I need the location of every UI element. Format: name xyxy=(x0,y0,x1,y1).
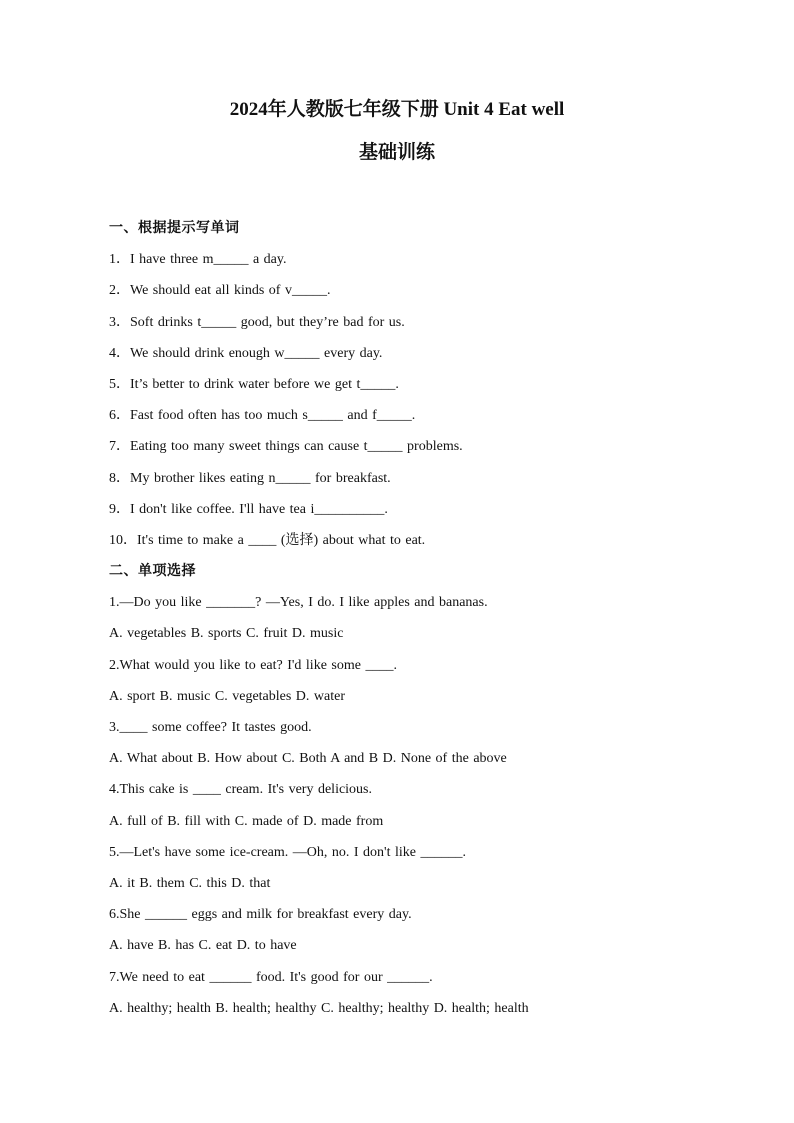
section-1-question-2: 2．We should eat all kinds of v_____. xyxy=(109,283,331,299)
section-1-question-4: 4．We should drink enough w_____ every day. xyxy=(109,345,383,361)
section-2-heading: 二、单项选择 xyxy=(109,564,196,580)
section-1-heading: 一、根据提示写单词 xyxy=(109,221,240,236)
section-2-question-4: 4.This cake is ____ cream. It's very delicious. xyxy=(109,782,373,798)
section-1-question-1: 1．I have three m_____ a day. xyxy=(109,252,287,268)
section-2-options-4: A. full of B. fill with C. made of D. made from xyxy=(109,813,384,829)
section-2-question-7: 7.We need to eat ______ food. It's good for our ______. xyxy=(109,969,433,985)
section-2-options-5: A. it B. them C. this D. that xyxy=(109,875,271,891)
section-2-question-1: 1.—Do you like _______? —Yes, I do. I like apples and bananas. xyxy=(109,595,488,611)
section-2-options-7: A. healthy; health B. health; healthy C. healthy; healthy D. health; health xyxy=(109,1000,529,1016)
document-title: 2024年人教版七年级下册 Unit 4 Eat well xyxy=(229,99,565,120)
document-subtitle: 基础训练 xyxy=(358,142,435,163)
section-2-question-2: 2.What would you like to eat? I'd like some ____. xyxy=(109,657,397,673)
section-1-question-7: 7．Eating too many sweet things can cause t_____ problems. xyxy=(109,439,463,455)
section-2-question-5: 5.—Let's have some ice-cream. —Oh, no. I don't like ______. xyxy=(109,844,466,860)
section-1-question-3: 3．Soft drinks t_____ good, but they’re bad for us. xyxy=(109,314,405,330)
section-1-question-9: 9．I don't like coffee. I'll have tea i__________. xyxy=(109,501,388,517)
section-1-question-8: 8．My brother likes eating n_____ for breakfast. xyxy=(109,470,391,486)
section-1-question-10: 10．It's time to make a ____ (选择) about what to eat. xyxy=(109,532,426,548)
section-2-question-3: 3.____ some coffee? It tastes good. xyxy=(109,720,312,735)
section-2-options-1: A. vegetables B. sports C. fruit D. music xyxy=(109,626,344,642)
section-1-question-6: 6．Fast food often has too much s_____ and f_____. xyxy=(109,408,416,424)
section-1-question-5: 5．It’s better to drink water before we get t_____. xyxy=(109,376,399,392)
section-2-options-2: A. sport B. music C. vegetables D. water xyxy=(109,688,346,704)
document-body xyxy=(109,218,749,1029)
section-2-options-3: A. What about B. How about C. Both A and B D. None of the above xyxy=(109,751,507,767)
section-2-options-6: A. have B. has C. eat D. to have xyxy=(109,938,297,954)
section-2-question-6: 6.She ______ eggs and milk for breakfast every day. xyxy=(109,907,412,923)
